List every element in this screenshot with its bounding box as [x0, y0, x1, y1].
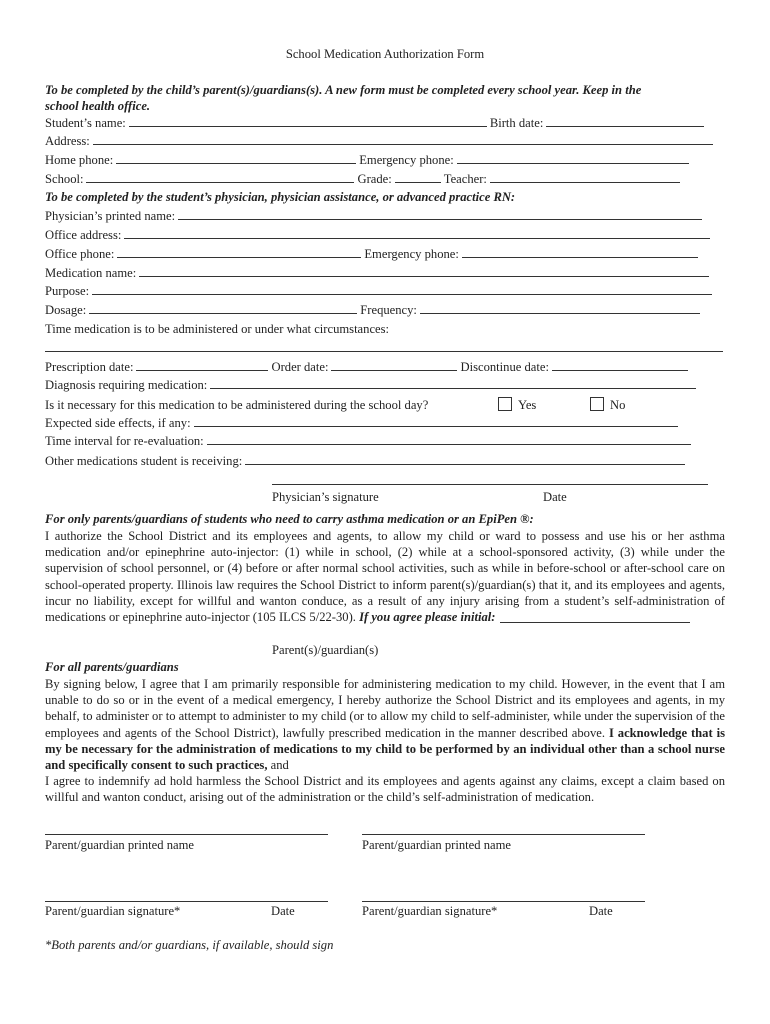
- all-parents-body: By signing below, I agree that I am primarily responsible for administering medication to my child. However, in the event that I am unable to do so or in the event of a medical emergency, I hereby authorize the School District and its employees and agents, in my behalf, to administer or to attempt to administer to my child (or to allow my child to self-administer, while under the supervision of the employees and agents of the School District), lawfully prescribed medication in the manner described above.: [45, 677, 725, 740]
- office-phone-label: Office phone:: [45, 247, 115, 261]
- frequency-label: Frequency:: [360, 303, 417, 317]
- physician-emergency-phone-field[interactable]: [462, 246, 698, 258]
- acknowledgement-text: I acknowledge that is my be necessary for the administration of medications to my child to be performed by an individual other than a school nurse and specifically consent to such practices,: [45, 725, 726, 773]
- birth-date-label: Birth date:: [489, 116, 544, 130]
- office-address-label: Office address:: [45, 228, 122, 242]
- birth-date-field[interactable]: [546, 115, 704, 127]
- no-label: No: [610, 398, 626, 412]
- physician-signature-field[interactable]: [272, 484, 708, 485]
- home-phone-label: Home phone:: [45, 153, 114, 167]
- address-row: [45, 133, 716, 150]
- physician-name-label: Physician’s printed name:: [45, 209, 176, 223]
- prescription-date-label: Prescription date:: [45, 360, 134, 374]
- address-field[interactable]: [93, 133, 713, 145]
- student-name-field[interactable]: [129, 115, 487, 127]
- time-administered-label: Time medication is to be administered or under what circumstances:: [45, 322, 390, 336]
- other-meds-row: [45, 453, 688, 470]
- physician-signature-label: Physician’s signature: [272, 490, 379, 504]
- address-label: Address:: [45, 134, 90, 148]
- asthma-heading: For only parents/guardians of students who need to carry asthma medication or an EpiPen ®:: [45, 512, 534, 526]
- initial-field[interactable]: [500, 611, 690, 623]
- all-parents-paragraph: [45, 676, 725, 806]
- parent1-date-label: Date: [271, 904, 295, 918]
- parent-instruction-line2: school health office.: [45, 99, 151, 113]
- form-title: School Medication Authorization Form: [285, 47, 485, 61]
- signature-footnote: *Both parents and/or guardians, if available, should sign: [45, 938, 334, 952]
- home-phone-field[interactable]: [116, 152, 356, 164]
- purpose-label: Purpose:: [45, 284, 90, 298]
- diagnosis-row: [45, 377, 699, 394]
- medication-name-row: [45, 265, 712, 282]
- order-date-label: Order date:: [271, 360, 329, 374]
- reevaluation-field[interactable]: [207, 433, 691, 445]
- grade-field[interactable]: [395, 171, 441, 183]
- school-row: [45, 171, 683, 188]
- and-text: and: [270, 758, 289, 773]
- prescription-date-field[interactable]: [136, 359, 268, 371]
- asthma-paragraph: [45, 528, 725, 625]
- student-name-row: [45, 115, 707, 132]
- parent1-printed-name-label: Parent/guardian printed name: [45, 838, 194, 852]
- dates-row: [45, 359, 691, 376]
- parent1-printed-name-field[interactable]: [45, 834, 328, 835]
- dosage-label: Dosage:: [45, 303, 87, 317]
- dosage-field[interactable]: [89, 302, 357, 314]
- physician-date-label: Date: [543, 490, 567, 504]
- physician-name-row: [45, 208, 705, 225]
- necessary-question: Is it necessary for this medication to be administered during the school day?: [45, 398, 429, 412]
- parent2-signature-label: Parent/guardian signature*: [362, 904, 498, 918]
- parent2-printed-name-label: Parent/guardian printed name: [362, 838, 511, 852]
- physician-emergency-phone-label: Emergency phone:: [364, 247, 459, 261]
- student-name-label: Student’s name:: [45, 116, 126, 130]
- time-administered-field[interactable]: [45, 351, 723, 352]
- side-effects-label: Expected side effects, if any:: [45, 416, 191, 430]
- no-option[interactable]: [590, 397, 625, 414]
- no-checkbox[interactable]: [590, 397, 604, 411]
- office-address-row: [45, 227, 713, 244]
- yes-option[interactable]: [498, 397, 536, 414]
- all-parents-heading: For all parents/guardians: [45, 660, 179, 674]
- parent2-signature-field[interactable]: [362, 901, 645, 902]
- grade-label: Grade:: [357, 172, 392, 186]
- side-effects-row: [45, 415, 681, 432]
- asthma-body: I authorize the School District and its employees and agents, to allow my child or ward to possess and use his or her asthma medication and/or epinephrine auto-injector: (1) while in school, (2) while at a school-sponsored activity, (3) while under the supervision of school personnel, or (4) before or after normal school activities, such as while in before-school or after-school care on school-operated property. Illinois law requires the School District to inform parent(s)/guardian(s) that it, and its employees and agents, incur no liability, except for willful and wanton conduce, as a result of any injury arising from a student’s self-administration of medications or epinephrine auto-injector (105 ILCS 5/22-30).: [45, 529, 725, 625]
- initial-prompt: If you agree please initial:: [359, 610, 496, 625]
- parent2-date-label: Date: [589, 904, 613, 918]
- purpose-field[interactable]: [92, 283, 712, 295]
- other-meds-label: Other medications student is receiving:: [45, 454, 243, 468]
- reevaluation-row: [45, 433, 694, 450]
- yes-checkbox[interactable]: [498, 397, 512, 411]
- purpose-row: [45, 283, 715, 300]
- medication-name-label: Medication name:: [45, 266, 137, 280]
- side-effects-field[interactable]: [194, 415, 678, 427]
- emergency-phone-label: Emergency phone:: [359, 153, 454, 167]
- frequency-field[interactable]: [420, 302, 700, 314]
- diagnosis-field[interactable]: [210, 377, 696, 389]
- emergency-phone-field[interactable]: [457, 152, 689, 164]
- parent2-printed-name-field[interactable]: [362, 834, 645, 835]
- parent-instruction-line1: To be completed by the child’s parent(s)/guardians(s). A new form must be completed every school year. Keep in the: [45, 83, 642, 97]
- school-field[interactable]: [86, 171, 354, 183]
- necessary-row: [45, 397, 428, 414]
- diagnosis-label: Diagnosis requiring medication:: [45, 378, 208, 392]
- initial-label: Parent(s)/guardian(s): [272, 643, 379, 657]
- dosage-row: [45, 302, 703, 319]
- order-date-field[interactable]: [331, 359, 457, 371]
- reevaluation-label: Time interval for re-evaluation:: [45, 434, 204, 448]
- school-label: School:: [45, 172, 84, 186]
- discontinue-date-field[interactable]: [552, 359, 688, 371]
- yes-label: Yes: [518, 398, 537, 412]
- other-meds-field[interactable]: [245, 453, 685, 465]
- teacher-label: Teacher:: [443, 172, 487, 186]
- medication-name-field[interactable]: [139, 265, 709, 277]
- parent1-signature-field[interactable]: [45, 901, 328, 902]
- physician-name-field[interactable]: [178, 208, 702, 220]
- office-phone-field[interactable]: [117, 246, 361, 258]
- home-phone-row: [45, 152, 692, 169]
- physician-instruction: To be completed by the student’s physician, physician assistance, or advanced practice RN:: [45, 190, 516, 204]
- discontinue-date-label: Discontinue date:: [460, 360, 549, 374]
- office-address-field[interactable]: [124, 227, 710, 239]
- indemnify-text: I agree to indemnify ad hold harmless the School District and its employees and agents against any claims, except a claim based on willful and wanton conduct, arising out of the administration or the child’s self-administration of medication.: [45, 774, 725, 805]
- parent1-signature-label: Parent/guardian signature*: [45, 904, 181, 918]
- office-phone-row: [45, 246, 701, 263]
- teacher-field[interactable]: [490, 171, 680, 183]
